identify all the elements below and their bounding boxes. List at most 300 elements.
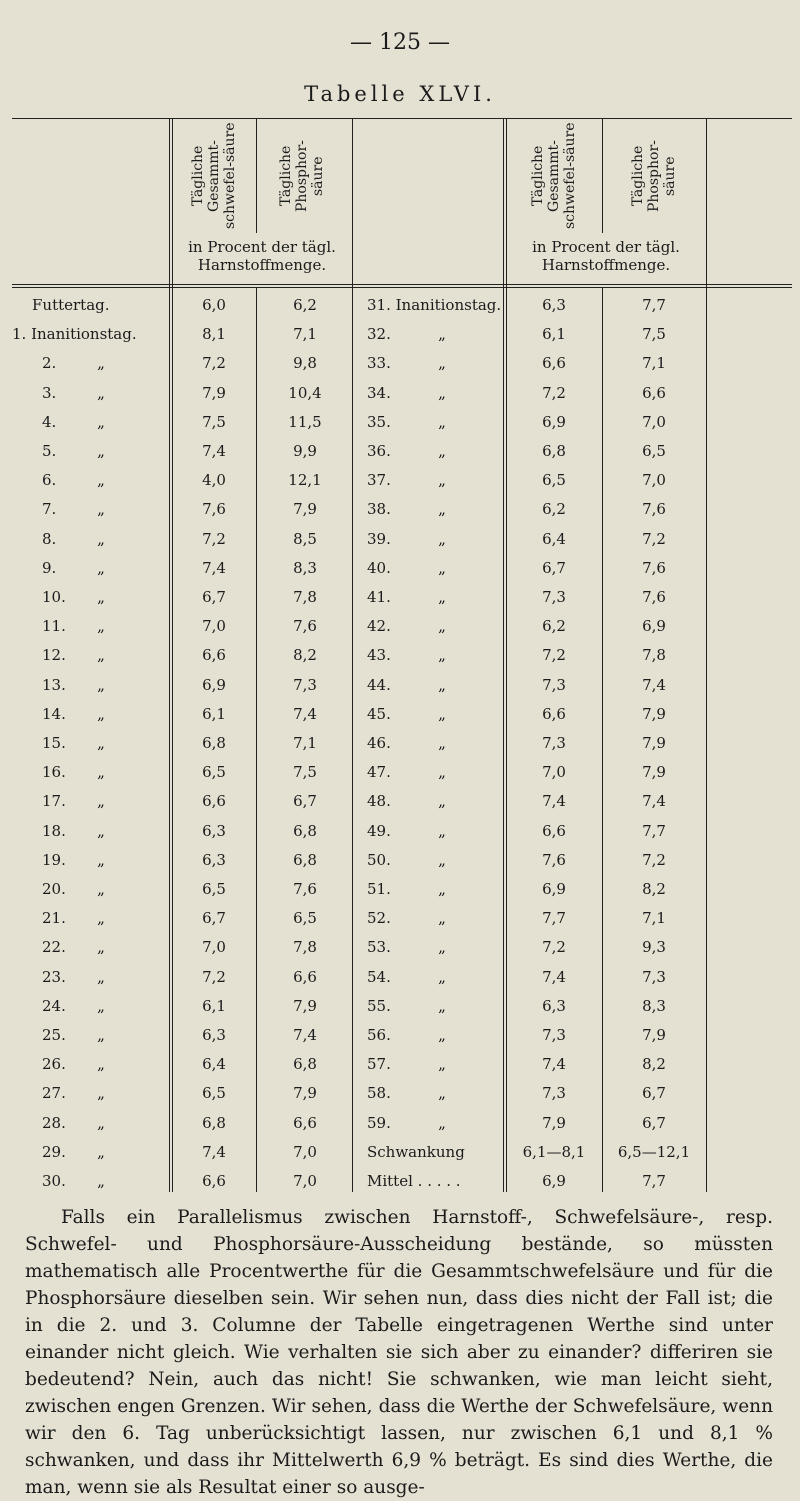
day-number: 2. bbox=[42, 354, 57, 373]
day-number: 56. bbox=[367, 1026, 391, 1044]
right-day-label bbox=[367, 559, 497, 577]
sulfur-value: 6,9 bbox=[542, 880, 566, 898]
right-day-label bbox=[367, 705, 497, 723]
phosphorus-value: 7,8 bbox=[293, 588, 317, 606]
right-day-label bbox=[367, 325, 497, 343]
sulfur-value: 6,0 bbox=[202, 296, 226, 314]
day-number: 24. bbox=[42, 996, 66, 1015]
ditto-mark: „ bbox=[97, 792, 105, 811]
day-number: 3. bbox=[42, 383, 57, 402]
left-day-label bbox=[12, 500, 168, 518]
ditto-mark: „ bbox=[97, 412, 105, 431]
day-number: 14. bbox=[42, 704, 66, 723]
sulfur-value: 6,6 bbox=[202, 646, 226, 665]
sulfur-value: 6,9 bbox=[542, 412, 566, 431]
left-day-label bbox=[12, 676, 168, 694]
sulfur-value: 7,0 bbox=[202, 938, 226, 957]
ditto-mark: „ bbox=[97, 1055, 105, 1074]
sulfur-value: 6,5 bbox=[202, 763, 226, 782]
sulfur-value: 6,1 bbox=[542, 325, 566, 344]
phosphorus-value: 6,6 bbox=[293, 967, 317, 986]
phosphorus-value: 6,8 bbox=[293, 1055, 317, 1074]
sulfur-value: 6,4 bbox=[202, 1055, 226, 1074]
day-number: 51. bbox=[367, 880, 391, 898]
right-day-label bbox=[367, 354, 497, 372]
sulfur-value: 6,1 bbox=[202, 996, 226, 1015]
sulfur-value: 7,0 bbox=[542, 763, 566, 782]
day-number: 37. bbox=[367, 471, 391, 490]
ditto-mark: „ bbox=[97, 1026, 105, 1044]
ditto-mark: „ bbox=[97, 996, 105, 1015]
sulfur-value: 6,3 bbox=[202, 850, 226, 869]
left-day-label bbox=[12, 997, 168, 1015]
right-day-label bbox=[367, 1172, 497, 1190]
ditto-mark: „ bbox=[438, 588, 446, 606]
sulfur-value: 6,3 bbox=[202, 821, 226, 840]
right-day-label bbox=[367, 471, 497, 489]
right-day-label bbox=[367, 676, 497, 694]
ditto-mark: „ bbox=[97, 1172, 105, 1190]
ditto-mark: „ bbox=[438, 558, 446, 577]
phosphorus-value: 7,1 bbox=[293, 325, 317, 344]
phosphorus-value: 8,5 bbox=[293, 529, 317, 548]
sulfur-value: 7,7 bbox=[542, 909, 566, 928]
phosphorus-value: 8,2 bbox=[642, 880, 666, 898]
phosphorus-value: 7,1 bbox=[293, 734, 317, 752]
sulfur-value: 7,2 bbox=[542, 383, 566, 402]
phosphorus-value: 7,8 bbox=[642, 646, 666, 665]
phosphorus-value: 7,6 bbox=[293, 617, 317, 636]
sulfur-value: 6,2 bbox=[542, 500, 566, 519]
day-number: 10. bbox=[42, 588, 66, 606]
phosphorus-value: 7,7 bbox=[642, 1172, 666, 1190]
phosphorus-value: 7,9 bbox=[642, 1026, 666, 1044]
ditto-mark: „ bbox=[438, 1055, 446, 1074]
header-rule-double bbox=[12, 287, 792, 288]
sulfur-value: 7,9 bbox=[202, 383, 226, 402]
day-number: 6. bbox=[42, 471, 57, 490]
phosphorus-value: 7,2 bbox=[642, 850, 666, 869]
sulfur-value: 6,3 bbox=[202, 1026, 226, 1044]
phosphorus-value: 7,4 bbox=[293, 1026, 317, 1044]
phosphorus-value: 7,9 bbox=[293, 500, 317, 519]
sulfur-value: 6,3 bbox=[542, 996, 566, 1015]
ditto-mark: „ bbox=[438, 792, 446, 811]
ditto-mark: „ bbox=[438, 412, 446, 431]
day-number: 32. bbox=[367, 325, 391, 344]
left-day-label bbox=[12, 792, 168, 810]
day-number: 55. bbox=[367, 996, 391, 1015]
sulfur-value: 6,8 bbox=[202, 1113, 226, 1132]
col-rule bbox=[503, 118, 504, 1192]
ditto-mark: „ bbox=[438, 909, 446, 928]
day-number: 28. bbox=[42, 1113, 66, 1132]
phosphorus-value: 7,4 bbox=[293, 704, 317, 723]
ditto-mark: „ bbox=[438, 996, 446, 1015]
sulfur-value: 6,1—8,1 bbox=[522, 1142, 586, 1161]
ditto-mark: „ bbox=[438, 763, 446, 782]
header-sulfur-left: Tägliche Gesammt-schwefel-säure bbox=[190, 122, 238, 230]
sulfur-value: 6,5 bbox=[202, 1084, 226, 1103]
sulfur-value: 7,2 bbox=[202, 529, 226, 548]
right-day-label bbox=[367, 822, 497, 840]
col-rule-double bbox=[506, 118, 507, 1192]
right-day-label bbox=[367, 909, 497, 927]
day-text: Futtertag. bbox=[32, 296, 110, 314]
sulfur-value: 6,9 bbox=[202, 675, 226, 694]
sulfur-value: 6,6 bbox=[542, 821, 566, 840]
phosphorus-value: 7,5 bbox=[642, 325, 666, 344]
day-number: 7. bbox=[42, 500, 57, 519]
sulfur-value: 6,6 bbox=[542, 704, 566, 723]
right-day-label bbox=[367, 734, 497, 752]
ditto-mark: „ bbox=[438, 325, 446, 344]
left-day-label bbox=[12, 734, 168, 752]
col-rule bbox=[256, 118, 257, 233]
sulfur-value: 6,7 bbox=[202, 588, 226, 606]
header-caption-left: in Procent der tägl. Harnstoffmenge. bbox=[188, 238, 336, 274]
ditto-mark: „ bbox=[438, 646, 446, 665]
day-number: 49. bbox=[367, 821, 391, 840]
day-number: 57. bbox=[367, 1055, 391, 1074]
ditto-mark: „ bbox=[97, 1113, 105, 1132]
sulfur-value: 6,6 bbox=[202, 1172, 226, 1190]
right-day-label bbox=[367, 296, 502, 314]
phosphorus-value: 7,9 bbox=[293, 996, 317, 1015]
phosphorus-value: 6,6 bbox=[642, 383, 666, 402]
day-number: 40. bbox=[367, 558, 391, 577]
ditto-mark: „ bbox=[97, 471, 105, 490]
sulfur-value: 7,2 bbox=[542, 646, 566, 665]
phosphorus-value: 7,6 bbox=[293, 880, 317, 898]
left-day-label bbox=[12, 1172, 168, 1190]
phosphorus-value: 6,9 bbox=[642, 617, 666, 636]
phosphorus-value: 8,3 bbox=[293, 558, 317, 577]
day-number: 43. bbox=[367, 646, 391, 665]
ditto-mark: „ bbox=[438, 354, 446, 373]
sulfur-value: 6,3 bbox=[542, 296, 566, 314]
day-number: 5. bbox=[42, 442, 57, 460]
day-number: 18. bbox=[42, 821, 66, 840]
day-text: 31. Inanitionstag. bbox=[367, 296, 502, 314]
phosphorus-value: 7,9 bbox=[642, 734, 666, 752]
day-number: 54. bbox=[367, 967, 391, 986]
sulfur-value: 7,3 bbox=[542, 1026, 566, 1044]
data-table bbox=[12, 118, 792, 1192]
ditto-mark: „ bbox=[97, 734, 105, 752]
sulfur-value: 7,3 bbox=[542, 734, 566, 752]
header-phosphorus-right: Tägliche Phosphor-säure bbox=[630, 140, 678, 212]
ditto-mark: „ bbox=[438, 938, 446, 957]
day-number: 53. bbox=[367, 938, 391, 957]
phosphorus-value: 7,9 bbox=[642, 704, 666, 723]
col-rule bbox=[706, 118, 707, 1192]
header-phosphorus-left: Tägliche Phosphor-säure bbox=[278, 140, 326, 212]
left-day-label bbox=[12, 1143, 168, 1161]
day-number: 12. bbox=[42, 646, 66, 665]
left-day-label bbox=[12, 938, 168, 956]
phosphorus-value: 7,1 bbox=[642, 354, 666, 373]
phosphorus-value: 7,0 bbox=[642, 471, 666, 490]
day-number: 19. bbox=[42, 850, 66, 869]
sulfur-value: 7,6 bbox=[542, 850, 566, 869]
phosphorus-value: 6,5—12,1 bbox=[617, 1142, 691, 1161]
phosphorus-value: 7,7 bbox=[642, 296, 666, 314]
ditto-mark: „ bbox=[438, 704, 446, 723]
left-day-label bbox=[12, 909, 168, 927]
phosphorus-value: 6,7 bbox=[642, 1113, 666, 1132]
sulfur-value: 7,3 bbox=[542, 588, 566, 606]
sulfur-value: 6,8 bbox=[542, 442, 566, 460]
phosphorus-value: 9,8 bbox=[293, 354, 317, 373]
left-day-label bbox=[12, 968, 168, 986]
left-day-label bbox=[12, 705, 168, 723]
ditto-mark: „ bbox=[438, 471, 446, 490]
sulfur-value: 7,4 bbox=[542, 967, 566, 986]
phosphorus-value: 7,6 bbox=[642, 500, 666, 519]
phosphorus-value: 8,3 bbox=[642, 996, 666, 1015]
phosphorus-value: 7,2 bbox=[642, 529, 666, 548]
ditto-mark: „ bbox=[97, 880, 105, 898]
left-day-label bbox=[12, 617, 168, 635]
phosphorus-value: 6,5 bbox=[642, 442, 666, 460]
phosphorus-value: 7,0 bbox=[642, 412, 666, 431]
sulfur-value: 6,1 bbox=[202, 704, 226, 723]
sulfur-value: 6,7 bbox=[202, 909, 226, 928]
ditto-mark: „ bbox=[97, 1142, 105, 1161]
ditto-mark: „ bbox=[438, 675, 446, 694]
right-day-label bbox=[367, 997, 497, 1015]
sulfur-value: 7,9 bbox=[542, 1113, 566, 1132]
right-day-label bbox=[367, 1084, 497, 1102]
day-number: 48. bbox=[367, 792, 391, 811]
day-number: 33. bbox=[367, 354, 391, 373]
phosphorus-value: 7,4 bbox=[642, 675, 666, 694]
day-number: 8. bbox=[42, 529, 57, 548]
ditto-mark: „ bbox=[97, 646, 105, 665]
left-day-label bbox=[12, 822, 168, 840]
day-number: 27. bbox=[42, 1084, 66, 1103]
left-day-label bbox=[12, 880, 168, 898]
phosphorus-value: 7,0 bbox=[293, 1172, 317, 1190]
day-number: 21. bbox=[42, 909, 66, 928]
day-number: 46. bbox=[367, 734, 391, 752]
ditto-mark: „ bbox=[438, 500, 446, 519]
sulfur-value: 6,6 bbox=[542, 354, 566, 373]
left-day-label bbox=[12, 1084, 168, 1102]
right-day-label bbox=[367, 1114, 497, 1132]
phosphorus-value: 6,7 bbox=[293, 792, 317, 811]
ditto-mark: „ bbox=[438, 1113, 446, 1132]
phosphorus-value: 10,4 bbox=[288, 383, 322, 402]
sulfur-value: 7,4 bbox=[542, 792, 566, 811]
day-number: 13. bbox=[42, 675, 66, 694]
day-number: 50. bbox=[367, 850, 391, 869]
day-number: 23. bbox=[42, 967, 66, 986]
day-number: 15. bbox=[42, 734, 66, 752]
ditto-mark: „ bbox=[97, 850, 105, 869]
ditto-mark: „ bbox=[97, 704, 105, 723]
day-number: 42. bbox=[367, 617, 391, 636]
day-number: 35. bbox=[367, 412, 391, 431]
right-day-label bbox=[367, 530, 497, 548]
ditto-mark: „ bbox=[438, 383, 446, 402]
header-sulfur-right: Tägliche Gesammt-schwefel-säure bbox=[530, 122, 578, 230]
phosphorus-value: 7,8 bbox=[293, 938, 317, 957]
left-day-label bbox=[12, 384, 168, 402]
sulfur-value: 8,1 bbox=[202, 325, 226, 344]
phosphorus-value: 9,3 bbox=[642, 938, 666, 957]
right-day-label bbox=[367, 968, 497, 986]
ditto-mark: „ bbox=[97, 500, 105, 519]
sulfur-value: 7,4 bbox=[542, 1055, 566, 1074]
col-rule bbox=[602, 118, 603, 233]
sulfur-value: 7,3 bbox=[542, 1084, 566, 1103]
day-number: 45. bbox=[367, 704, 391, 723]
left-day-label bbox=[12, 296, 168, 314]
phosphorus-value: 7,1 bbox=[642, 909, 666, 928]
day-number: 30. bbox=[42, 1172, 66, 1190]
col-rule bbox=[169, 118, 170, 1192]
day-number: 17. bbox=[42, 792, 66, 811]
ditto-mark: „ bbox=[97, 1084, 105, 1103]
sulfur-value: 7,4 bbox=[202, 442, 226, 460]
right-day-label bbox=[367, 617, 497, 635]
ditto-mark: „ bbox=[438, 850, 446, 869]
ditto-mark: „ bbox=[438, 1084, 446, 1103]
col-rule bbox=[256, 288, 257, 1192]
right-day-label bbox=[367, 588, 497, 606]
phosphorus-value: 6,2 bbox=[293, 296, 317, 314]
ditto-mark: „ bbox=[97, 675, 105, 694]
sulfur-value: 7,2 bbox=[202, 967, 226, 986]
sulfur-value: 7,2 bbox=[202, 354, 226, 373]
right-day-label bbox=[367, 851, 497, 869]
ditto-mark: „ bbox=[97, 354, 105, 373]
left-day-label bbox=[12, 763, 168, 781]
phosphorus-value: 7,6 bbox=[642, 588, 666, 606]
left-day-label bbox=[12, 851, 168, 869]
sulfur-value: 7,2 bbox=[542, 938, 566, 957]
sulfur-value: 7,4 bbox=[202, 1142, 226, 1161]
left-day-label bbox=[12, 588, 168, 606]
phosphorus-value: 11,5 bbox=[288, 412, 322, 431]
ditto-mark: „ bbox=[438, 617, 446, 636]
ditto-mark: „ bbox=[97, 383, 105, 402]
left-day-label bbox=[12, 471, 168, 489]
day-number: 41. bbox=[367, 588, 391, 606]
right-day-label bbox=[367, 413, 497, 431]
right-day-label bbox=[367, 442, 497, 460]
ditto-mark: „ bbox=[97, 938, 105, 957]
day-text: 1. Inanitionstag. bbox=[12, 325, 137, 344]
day-number: 25. bbox=[42, 1026, 66, 1044]
right-day-label bbox=[367, 500, 497, 518]
col-rule bbox=[602, 288, 603, 1192]
ditto-mark: „ bbox=[97, 617, 105, 636]
ditto-mark: „ bbox=[97, 442, 105, 460]
phosphorus-value: 7,5 bbox=[293, 763, 317, 782]
day-number: 47. bbox=[367, 763, 391, 782]
phosphorus-value: 7,3 bbox=[293, 675, 317, 694]
phosphorus-value: 7,6 bbox=[642, 558, 666, 577]
day-number: 52. bbox=[367, 909, 391, 928]
header-rule bbox=[12, 284, 792, 285]
right-day-label bbox=[367, 1055, 497, 1073]
ditto-mark: „ bbox=[97, 821, 105, 840]
left-day-label bbox=[12, 354, 168, 372]
right-day-label bbox=[367, 938, 497, 956]
right-day-label bbox=[367, 763, 497, 781]
right-day-label bbox=[367, 384, 497, 402]
sulfur-value: 6,9 bbox=[542, 1172, 566, 1190]
ditto-mark: „ bbox=[438, 529, 446, 548]
left-day-label bbox=[12, 1026, 168, 1044]
left-day-label bbox=[12, 559, 168, 577]
sulfur-value: 7,0 bbox=[202, 617, 226, 636]
ditto-mark: „ bbox=[438, 821, 446, 840]
day-number: 11. bbox=[42, 617, 66, 636]
day-number: 4. bbox=[42, 412, 57, 431]
phosphorus-value: 7,9 bbox=[642, 763, 666, 782]
header-caption-right: in Procent der tägl. Harnstoffmenge. bbox=[532, 238, 680, 274]
left-day-label bbox=[12, 530, 168, 548]
phosphorus-value: 12,1 bbox=[288, 471, 322, 490]
day-number: 34. bbox=[367, 383, 391, 402]
phosphorus-value: 6,8 bbox=[293, 821, 317, 840]
phosphorus-value: 6,8 bbox=[293, 850, 317, 869]
day-number: 26. bbox=[42, 1055, 66, 1074]
body-paragraph bbox=[25, 1204, 773, 1501]
paragraph-text: Falls ein Parallelismus zwischen Harnstoff-, Schwefelsäure-, resp. Schwefel- und Phosphorsäure-Ausscheidung bestände, so müssten mathematisch alle Procentwerthe für die Gesammtschwefelsäure und für die Phosphorsäure dieselben sein. Wir sehen nun, dass dies nicht der Fall ist; die in die 2. und 3. Columne der Tabelle eingetragenen Werthe sind unter einander nicht gleich. Wie verhalten sie sich aber zu einander? differiren sie bedeutend? Nein, auch das nicht! Sie schwanken, wie man leicht sieht, zwischen engen Grenzen. Wir sehen, dass die Werthe der Schwefelsäure, wenn wir den 6. Tag unberücksichtigt lassen, nur zwischen 6,1 und 8,1 % schwanken, und dass ihr Mittelwerth 6,9 % beträgt. Es sind dies Werthe, die man, wenn sie als Resultat einer so ausge- bbox=[25, 1207, 773, 1498]
sulfur-value: 6,4 bbox=[542, 529, 566, 548]
phosphorus-value: 7,0 bbox=[293, 1142, 317, 1161]
left-day-label bbox=[12, 442, 168, 460]
ditto-mark: „ bbox=[438, 880, 446, 898]
phosphorus-value: 7,3 bbox=[642, 967, 666, 986]
sulfur-value: 7,5 bbox=[202, 412, 226, 431]
day-number: 44. bbox=[367, 675, 391, 694]
ditto-mark: „ bbox=[438, 967, 446, 986]
day-number: 20. bbox=[42, 880, 66, 898]
phosphorus-value: 6,5 bbox=[293, 909, 317, 928]
day-number: 36. bbox=[367, 442, 391, 460]
ditto-mark: „ bbox=[438, 734, 446, 752]
phosphorus-value: 7,4 bbox=[642, 792, 666, 811]
day-text: Mittel . . . . . bbox=[367, 1172, 461, 1190]
day-number: 38. bbox=[367, 500, 391, 519]
left-day-label bbox=[12, 413, 168, 431]
ditto-mark: „ bbox=[97, 529, 105, 548]
left-day-label bbox=[12, 646, 168, 664]
day-number: 58. bbox=[367, 1084, 391, 1103]
right-day-label bbox=[367, 1026, 497, 1044]
page-number: — 125 — bbox=[350, 30, 450, 55]
sulfur-value: 6,8 bbox=[202, 734, 226, 752]
sulfur-value: 6,5 bbox=[202, 880, 226, 898]
right-day-label bbox=[367, 1143, 497, 1161]
right-day-label bbox=[367, 792, 497, 810]
sulfur-value: 4,0 bbox=[202, 471, 226, 490]
col-rule bbox=[352, 118, 353, 1192]
left-day-label bbox=[12, 1114, 168, 1132]
phosphorus-value: 7,7 bbox=[642, 821, 666, 840]
right-day-label bbox=[367, 880, 497, 898]
ditto-mark: „ bbox=[97, 763, 105, 782]
ditto-mark: „ bbox=[97, 588, 105, 606]
day-number: 22. bbox=[42, 938, 66, 957]
day-number: 16. bbox=[42, 763, 66, 782]
